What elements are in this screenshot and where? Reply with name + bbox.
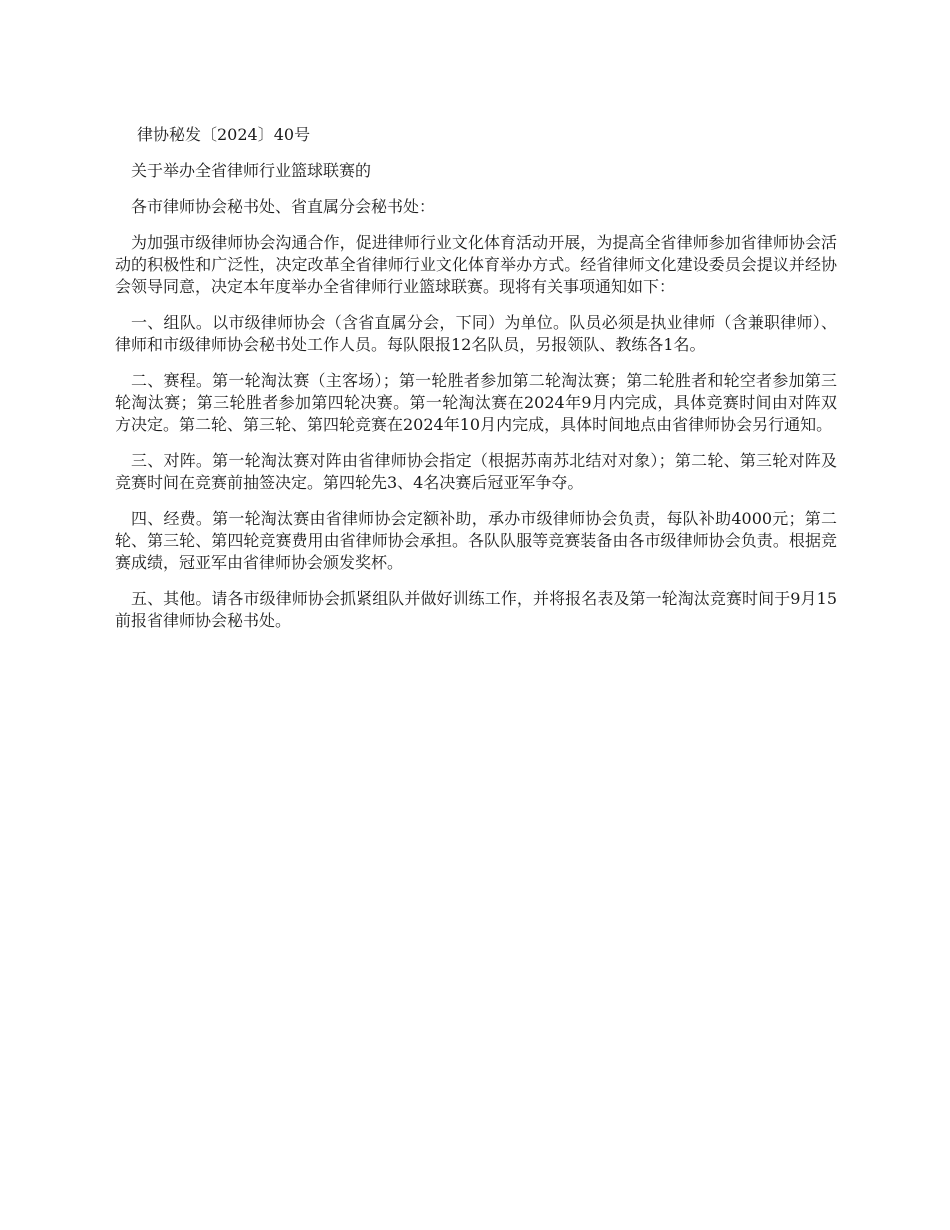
reference-number: 律协秘发〔2024〕40号 xyxy=(137,125,311,144)
section-funding: 四、经费。第一轮淘汰赛由省律师协会定额补助，承办市级律师协会负责，每队补助4000元；第二轮、第三轮、第四轮竞赛费用由省律师协会承担。各队队服等竞赛装备由各市级律师协会负责。根据竞赛成绩，冠亚军由省律师协会颁发奖杯。 xyxy=(115,509,837,572)
section-matchups: 三、对阵。第一轮淘汰赛对阵由省律师协会指定（根据苏南苏北结对对象）；第二轮、第三轮对阵及竞赛时间在竞赛前抽签决定。第四轮先3、4名决赛后冠亚军争夺。 xyxy=(115,451,837,492)
section-team-formation: 一、组队。以市级律师协会（含省直属分会，下同）为单位。队员必须是执业律师（含兼职律师）、律师和市级律师协会秘书处工作人员。每队限报12名队员，另报领队、教练各1名。 xyxy=(115,313,837,354)
section-schedule: 二、赛程。第一轮淘汰赛（主客场）；第一轮胜者参加第二轮淘汰赛；第二轮胜者和轮空者参加第三轮淘汰赛；第三轮胜者参加第四轮决赛。第一轮淘汰赛在2024年9月内完成，具体竞赛时间由对阵双方决定。第二轮、第三轮、第四轮竞赛在2024年10月内完成，具体时间地点由省律师协会另行通知。 xyxy=(115,371,837,434)
document-title: 关于举办全省律师行业篮球联赛的 xyxy=(131,161,372,180)
document-body xyxy=(115,124,837,646)
section-other: 五、其他。请各市级律师协会抓紧组队并做好训练工作，并将报名表及第一轮淘汰竞赛时间于9月15前报省律师协会秘书处。 xyxy=(115,589,837,630)
intro-paragraph: 为加强市级律师协会沟通合作，促进律师行业文化体育活动开展，为提高全省律师参加省律师协会活动的积极性和广泛性，决定改革全省律师行业文化体育举办方式。经省律师文化建设委员会提议并经协会领导同意，决定本年度举办全省律师行业篮球联赛。现将有关事项通知如下： xyxy=(115,233,837,296)
salutation: 各市律师协会秘书处、省直属分会秘书处： xyxy=(131,197,436,216)
